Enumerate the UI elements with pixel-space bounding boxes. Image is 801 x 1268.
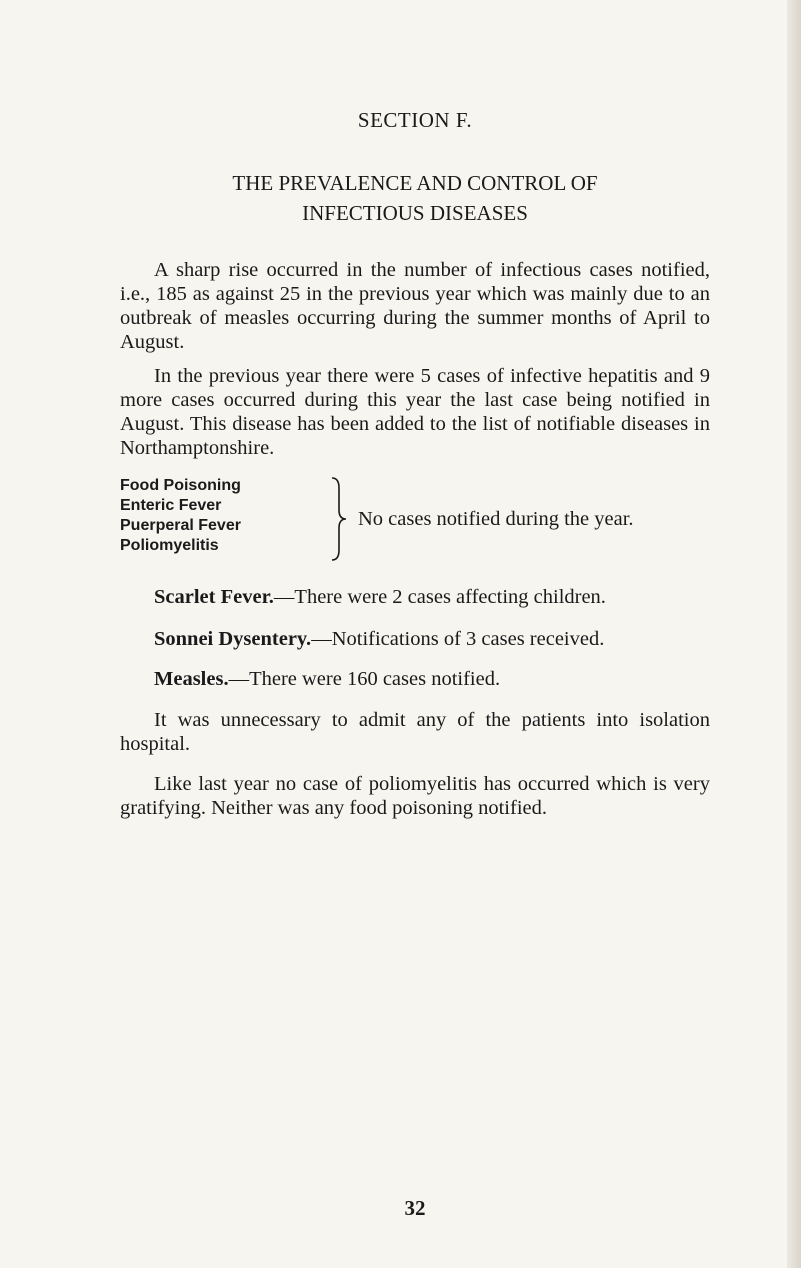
disease-item: Puerperal Fever — [120, 517, 241, 534]
paragraph-2: In the previous year there were 5 cases of infective hepatitis and 9 more cases occurred during this year the last case being notified in August. This disease has been added to the list of notifiable diseases in Northamptonshire. — [120, 365, 710, 459]
entry-measles — [154, 668, 500, 691]
disease-item: Poliomyelitis — [120, 537, 219, 554]
right-brace-icon — [330, 476, 350, 562]
page-number: 32 — [404, 1196, 426, 1220]
entry-label: Measles. — [154, 668, 229, 690]
entry-text: —Notifications of 3 cases received. — [311, 628, 605, 650]
disease-item: Enteric Fever — [120, 497, 222, 514]
entry-sonnei-dysentery — [154, 628, 604, 651]
entry-text: —There were 160 cases notified. — [228, 668, 501, 690]
paragraph-4: Like last year no case of poliomyelitis has occurred which is very gratifying. Neither was any food poisoning notified. — [120, 773, 710, 819]
section-heading: SECTION F. — [357, 108, 473, 132]
disease-list — [120, 476, 241, 556]
no-cases-note: No cases notified during the year. — [358, 508, 634, 530]
document-title — [120, 168, 710, 228]
entry-label: Sonnei Dysentery. — [154, 628, 312, 650]
entry-scarlet-fever — [154, 586, 606, 609]
paragraph-3: It was unnecessary to admit any of the patients into isolation hospital. — [120, 709, 710, 755]
entry-label: Scarlet Fever. — [154, 586, 274, 608]
title-line-2: INFECTIOUS DISEASES — [302, 201, 528, 225]
disease-item: Food Poisoning — [120, 477, 241, 494]
paragraph-1: A sharp rise occurred in the number of infectious cases notified, i.e., 185 as against 25 in the previous year which was mainly due to an outbreak of measles occurring during the summer months of April to August. — [120, 259, 710, 353]
title-line-1: THE PREVALENCE AND CONTROL OF — [232, 171, 598, 195]
page-edge — [787, 0, 801, 1268]
entry-text: —There were 2 cases affecting children. — [273, 586, 606, 608]
no-cases-group — [120, 476, 710, 572]
